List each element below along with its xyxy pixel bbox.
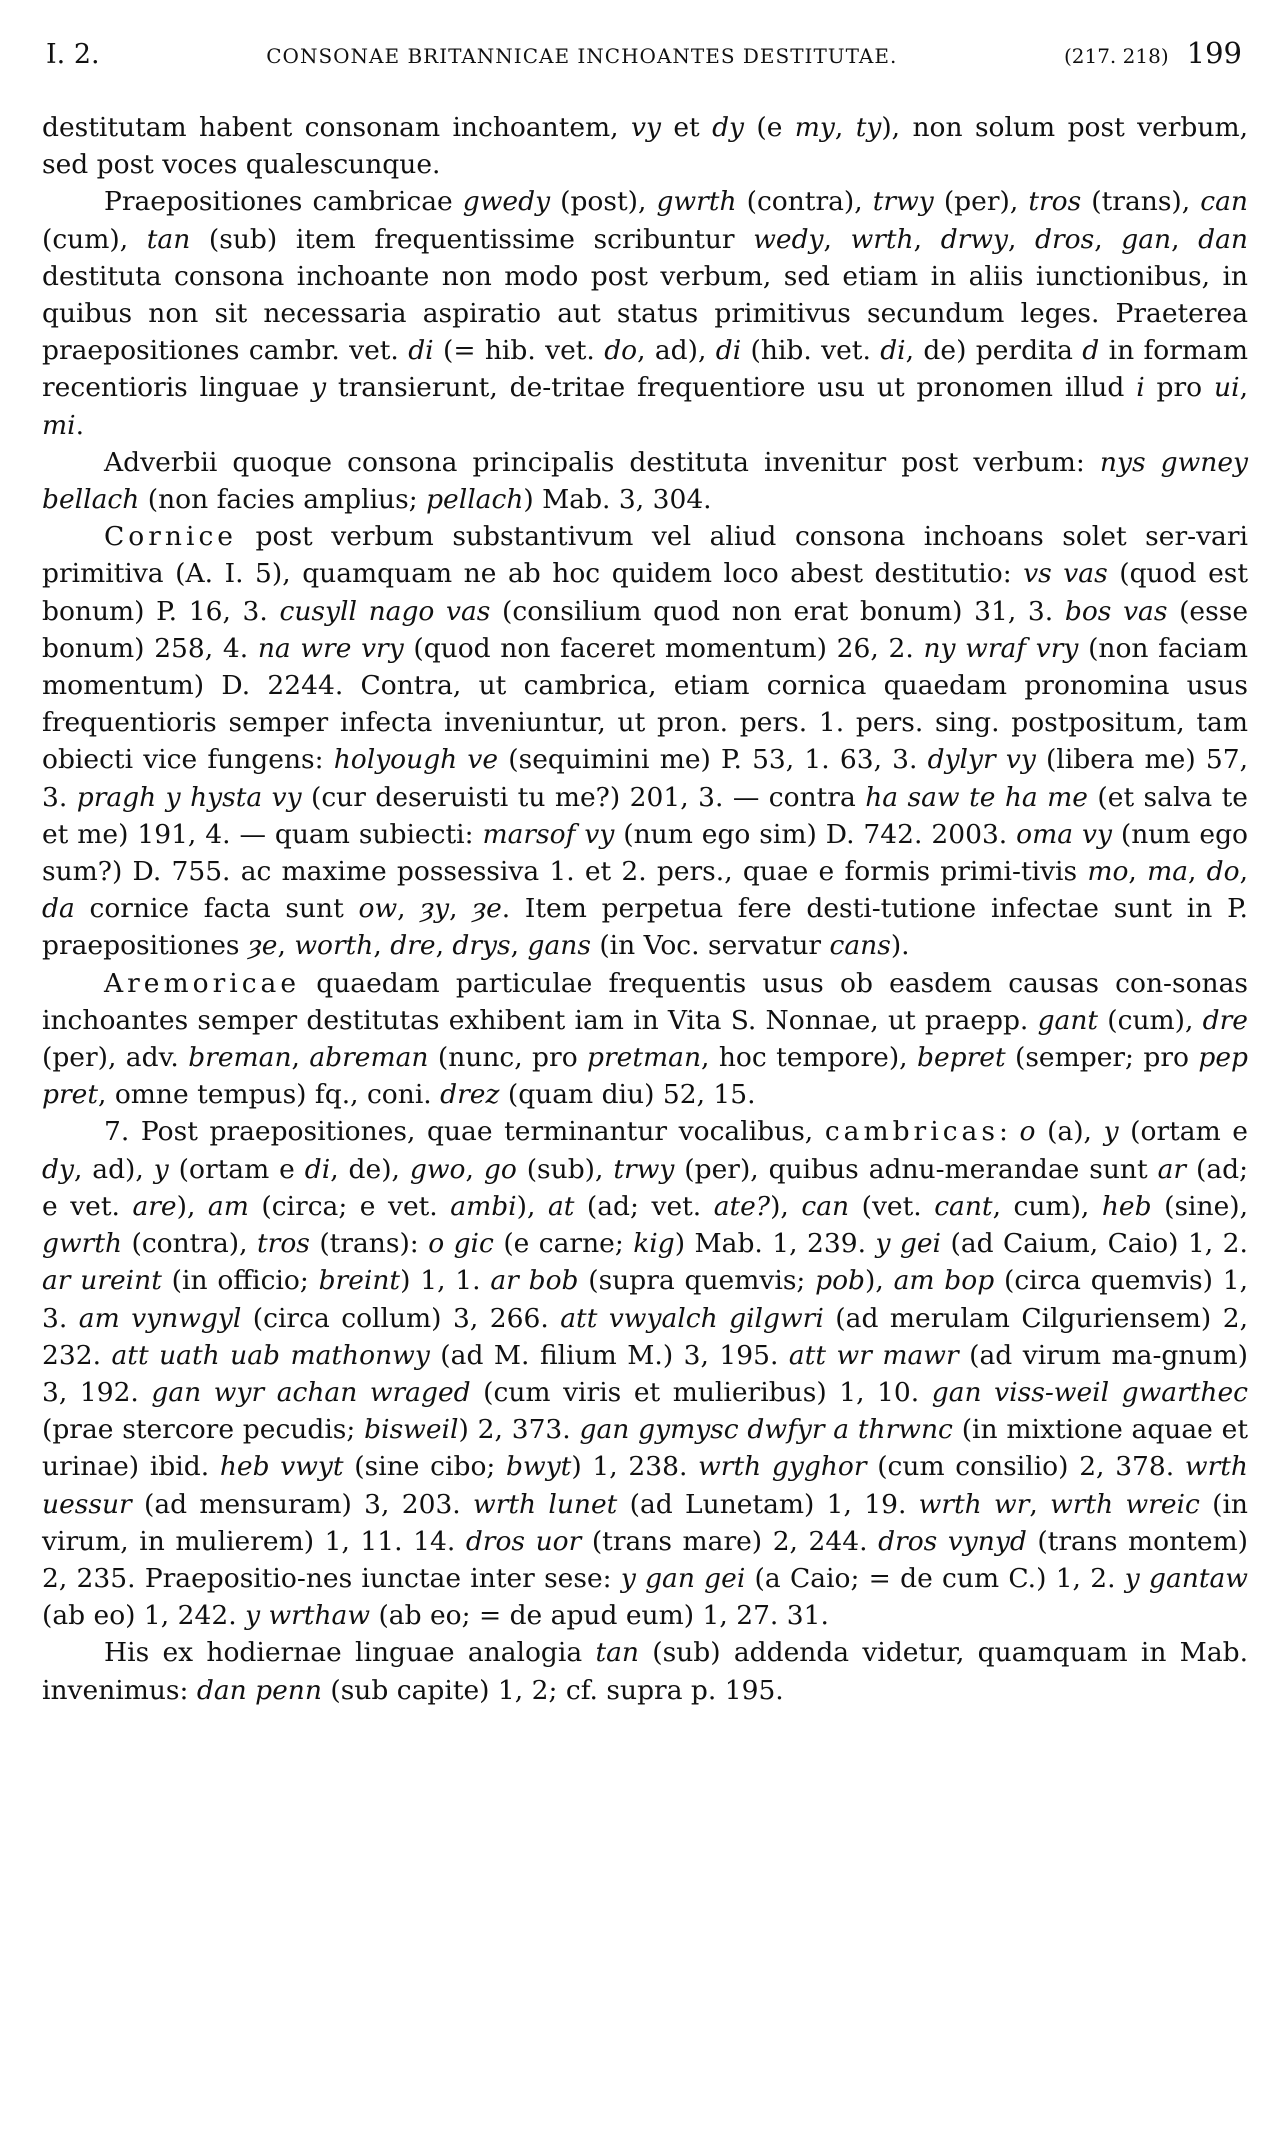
paragraph-7: His ex hodiernae linguae analogia tan (sub) addenda videtur, quamquam in Mab. invenimus: dan penn (sub capite) 1, 2; cf. supra p. 195. xyxy=(42,1637,1249,1706)
page-number: 199 xyxy=(1186,36,1242,70)
paragraph-5: Aremoricae quaedam particulae frequentis usus ob easdem causas con-sonas inchoantes semper destitutas exhibent iam in Vita S. Nonnae, ut praepp. gant (cum), dre (per), adv. breman, abreman (nunc, pro pretman, hoc tempore), bepret (semper; pro pep pret, omne tempus) fq., coni. drez (quam diu) 52, 15. xyxy=(42,967,1248,1111)
column-reference: (217. 218) xyxy=(1063,44,1169,68)
header-right xyxy=(1064,36,1242,73)
running-title: CONSONAE BRITANNICAE INCHOANTES DESTITUTAE. xyxy=(266,44,898,68)
running-header xyxy=(42,36,1248,73)
section-number: I. 2. xyxy=(46,39,100,70)
paragraph-4: Cornice post verbum substantivum vel aliud consona inchoans solet ser-vari primitiva (A. I. 5), quamquam ne ab hoc quidem loco abest destitutio: vs vas (quod est bonum) P. 16, 3. cusyll nago vas (consilium quod non erat bonum) 31, 3. bos vas (esse bonum) 258, 4. na wre vry (quod non faceret momentum) 26, 2. ny wraf vry (non faciam momentum) D. 2244. Contra, ut cambrica, etiam cornica quaedam pronomina usus frequentioris semper infecta inveniuntur, ut pron. pers. 1. pers. sing. postpositum, tam obiecti vice fungens: holyough ve (sequimini me) P. 53, 1. 63, 3. dylyr vy (libera me) 57, 3. pragh y hysta vy (cur deseruisti tu me?) 201, 3. — contra ha saw te ha me (et salva te et me) 191, 4. — quam subiecti: marsof vy (num ego sim) D. 742. 2003. oma vy (num ego sum?) D. 755. ac maxime possessiva 1. et 2. pers., quae e formis primi-tivis mo, ma, do, da cornice facta sunt ow, ȝy, ȝe. Item perpetua fere desti-tutione infectae sunt in P. praepositiones ȝe, worth, dre, drys, gans (in Voc. servatur cans). xyxy=(42,521,1249,962)
body-text xyxy=(42,109,1248,1709)
paragraph-6: 7. Post praepositiones, quae terminantur vocalibus, cambricas: o (a), y (ortam e dy, ad), y (ortam e di, de), gwo, go (sub), trwy (per), quibus adnu-merandae sunt ar (ad; e vet. are), am (circa; e vet. ambi), at (ad; vet. ate?), can (vet. cant, cum), heb (sine), gwrth (contra), tros (trans): o gic (e carne; kig) Mab. 1, 239. y gei (ad Caium, Caio) 1, 2. ar ureint (in officio; breint) 1, 1. ar bob (supra quemvis; pob), am bop (circa quemvis) 1, 3. am vynwgyl (circa collum) 3, 266. att vwyalch gilgwri (ad merulam Cilguriensem) 2, 232. att uath uab mathonwy (ad M. filium M.) 3, 195. att wr mawr (ad virum ma-gnum) 3, 192. gan wyr achan wraged (cum viris et mulieribus) 1, 10. gan viss-weil gwarthec (prae stercore pecudis; bisweil) 2, 373. gan gymysc dwfyr a thrwnc (in mixtione aquae et urinae) ibid. heb vwyt (sine cibo; bwyt) 1, 238. wrth gyghor (cum consilio) 2, 378. wrth uessur (ad mensuram) 3, 203. wrth lunet (ad Lunetam) 1, 19. wrth wr, wrth wreic (in virum, in mulierem) 1, 11. 14. dros uor (trans mare) 2, 244. dros vynyd (trans montem) 2, 235. Praepositio-nes iunctae inter sese: y gan gei (a Caio; = de cum C.) 1, 2. y gantaw (ab eo) 1, 242. y wrthaw (ab eo; = de apud eum) 1, 27. 31. xyxy=(42,1116,1249,1632)
paragraph-1: destitutam habent consonam inchoantem, vy et dy (e my, ty), non solum post verbum, sed post voces qualescunque. xyxy=(42,112,1249,181)
paragraph-2: Praepositiones cambricae gwedy (post), gwrth (contra), trwy (per), tros (trans), can (cum), tan (sub) item frequentissime scribuntur wedy, wrth, drwy, dros, gan, dan destituta consona inchoante non modo post verbum, sed etiam in aliis iunctionibus, in quibus non sit necessaria aspiratio aut status primitivus secundum leges. Praeterea praepositiones cambr. vet. di (= hib. vet. do, ad), di (hib. vet. di, de) perdita d in formam recentioris linguae y transierunt, de-tritae frequentiore usu ut pronomen illud i pro ui, mi. xyxy=(42,186,1249,441)
paragraph-3: Adverbii quoque consona principalis destituta invenitur post verbum: nys gwney bellach (non facies amplius; pellach) Mab. 3, 304. xyxy=(42,446,1248,516)
